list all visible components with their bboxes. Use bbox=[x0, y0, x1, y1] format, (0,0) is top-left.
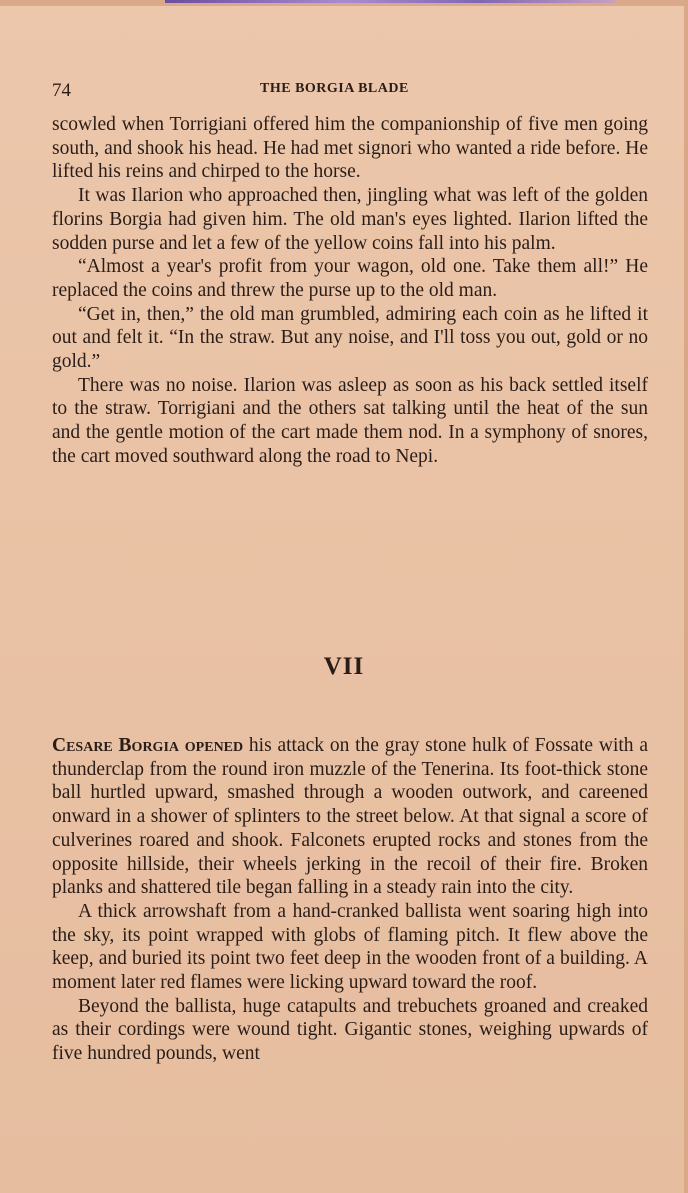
chapter-end-text bbox=[52, 113, 648, 469]
chapter-heading: VII bbox=[323, 653, 365, 680]
paragraph-text: his attack on the gray stone hulk of Fossate with a thunderclap from the round iron muzzle of the Tenerina. Its foot-thick stone ball hurtled upward, smashed through a wooden outwork, and careened onward in a shower of splinters to the street below. At that signal a score of culverines roared and shook. Falconets erupted rocks and stones from the opposite hillside, their wheels jerking in the recoil of their fire. Broken planks and shattered tile began falling in a steady rain into the city. bbox=[52, 735, 648, 899]
book-title: THE BORGIA BLADE bbox=[260, 81, 409, 96]
opening-smallcaps: Cesare Borgia opened bbox=[52, 735, 244, 756]
paragraph: “Get in, then,” the old man grumbled, admiring each coin as he lifted it out and felt it. “In the straw. But any noise, and I'll toss you out, gold or no gold.” bbox=[52, 303, 648, 373]
paragraph: “Almost a year's profit from your wagon, old one. Take them all!” He replaced the coins and threw the purse up to the old man. bbox=[52, 256, 648, 301]
paragraph: scowled when Torrigiani offered him the companionship of five men going south, and shook his head. He had met signori who wanted a ride before. He lifted his reins and chirped to the horse. bbox=[52, 114, 648, 183]
page-number: 74 bbox=[52, 80, 71, 101]
page-right-edge bbox=[684, 0, 688, 1193]
paragraph: Beyond the ballista, huge catapults and trebuchets groaned and creaked as their cordings were wound tight. Gigantic stones, weighing upwards of five hundred pounds, went bbox=[52, 995, 648, 1065]
running-head bbox=[52, 80, 648, 106]
paragraph: There was no noise. Ilarion was asleep as soon as his back settled itself to the straw. Torrigiani and the others sat talking until the heat of the sun and the gentle motion of the cart made them nod. In a symphony of snores, the cart moved southward along the road to Nepi. bbox=[52, 374, 648, 467]
paragraph: A thick arrowshaft from a hand-cranked ballista went soaring high into the sky, its point wrapped with globs of flaming pitch. It flew above the keep, and buried its point two feet deep in the wooden front of a building. A moment later red flames were licking upward toward the roof. bbox=[52, 900, 648, 994]
chapter-start-text bbox=[52, 734, 648, 1066]
paragraph: It was Ilarion who approached then, jingling what was left of the golden florins Borgia had given him. The old man's eyes lighted. Ilarion lifted the sodden purse and let a few of the yellow coins fall into his palm. bbox=[52, 185, 648, 254]
paragraph bbox=[52, 734, 648, 900]
cover-edge-strip bbox=[165, 0, 615, 3]
